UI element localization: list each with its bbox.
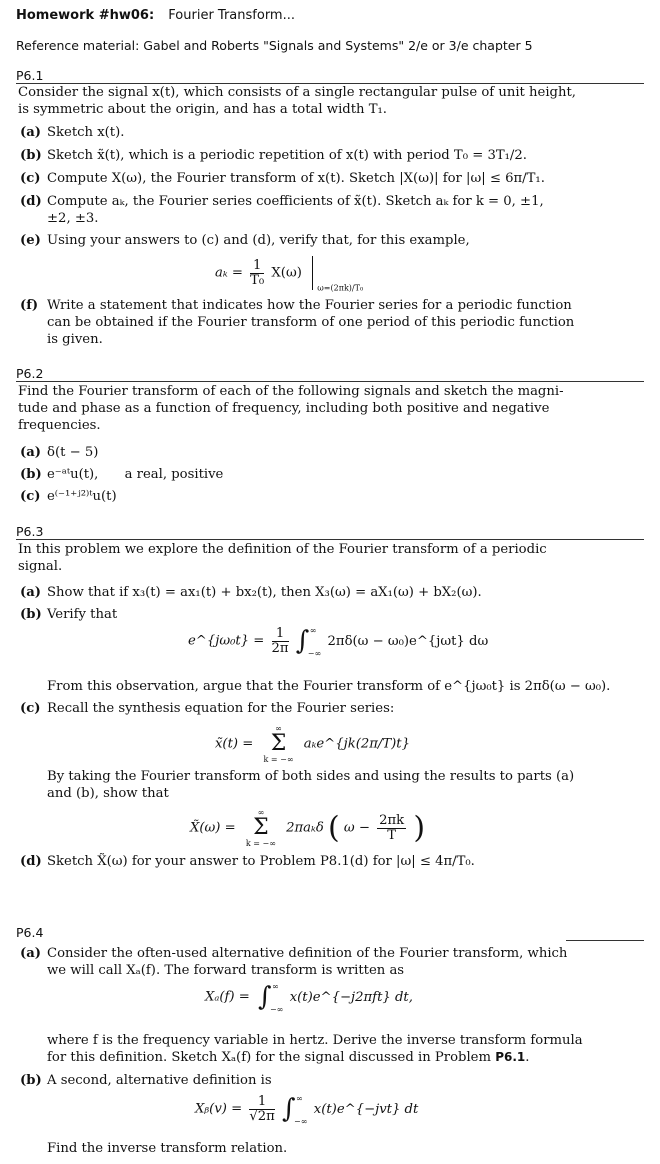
divider-p64 xyxy=(566,940,644,941)
eq-body: aₖe^{jk(2π/T)t} xyxy=(303,736,410,752)
p63-intro xyxy=(18,541,643,575)
part-text: e⁽⁻¹⁺ʲ²⁾ᵗu(t) xyxy=(47,489,117,504)
p61-part-e xyxy=(20,232,640,249)
homework-subtitle: Fourier Transform... xyxy=(168,8,295,23)
part-text-cont: we will call Xₐ(f). The forward transform is written as xyxy=(47,963,405,978)
part-label: (b) xyxy=(20,467,42,482)
eq-rhs: X(ω) xyxy=(271,265,302,281)
p61-intro xyxy=(18,84,643,118)
p63-part-c xyxy=(20,700,640,717)
part-text: Consider the often-used alternative definition of the Fourier transform, which xyxy=(47,946,568,961)
part-label: (a) xyxy=(20,125,42,140)
p62-intro-line3: frequencies. xyxy=(18,418,101,433)
summation-sign-icon: Σ xyxy=(270,731,287,756)
problem-label-p61: P6.1 xyxy=(16,68,44,83)
lower-limit: −∞ xyxy=(307,649,322,658)
upper-limit: ∞ xyxy=(309,626,317,635)
eq-fraction xyxy=(250,259,264,288)
problem-label-p62: P6.2 xyxy=(16,366,44,381)
eq-subscript: ω=(2πk)/T₀ xyxy=(317,283,364,293)
eq-numerator: 2πk xyxy=(379,812,405,828)
right-paren-icon: ) xyxy=(413,810,426,846)
p63-part-b xyxy=(20,606,640,623)
part-label: (b) xyxy=(20,1073,42,1088)
part-label: (c) xyxy=(20,701,41,716)
eq-lhs: Xᵦ(v) = xyxy=(195,1101,243,1117)
p62-part-a xyxy=(20,444,640,461)
p61-part-b xyxy=(20,147,640,164)
p63-equation-1 xyxy=(188,626,488,656)
eq-lhs: e^{jω₀t} = xyxy=(188,633,265,649)
summation xyxy=(263,724,293,764)
p61-part-c xyxy=(20,170,640,187)
eq-fraction xyxy=(377,814,406,843)
eq-denominator: T₀ xyxy=(250,272,265,288)
problem-label-p64: P6.4 xyxy=(16,925,44,940)
lower-limit: k = −∞ xyxy=(263,755,294,764)
p61-intro-line2: is symmetric about the origin, and has a total width T₁. xyxy=(18,102,387,117)
problem-reference-link[interactable]: P6.1 xyxy=(495,1050,526,1064)
p63-intro-line1: In this problem we explore the definition of the Fourier transform of a periodic xyxy=(18,542,547,557)
homework-title: Homework #hw06: xyxy=(16,8,155,23)
part-text: Using your answers to (c) and (d), verify that, for this example, xyxy=(47,233,470,248)
part-text-cont: where f is the frequency variable in hertz. Derive the inverse transform formula xyxy=(47,1033,583,1048)
upper-limit: ∞ xyxy=(271,982,279,991)
p61-part-f xyxy=(20,297,640,348)
integral xyxy=(282,1094,308,1126)
part-text: A second, alternative definition is xyxy=(47,1073,272,1088)
left-paren-icon: ( xyxy=(327,810,340,846)
p64-equation-1 xyxy=(205,982,413,1012)
part-text: Compute X(ω), the Fourier transform of x(t). Sketch |X(ω)| for |ω| ≤ 6π/T₁. xyxy=(47,171,545,186)
p63-part-c-follow xyxy=(20,768,640,802)
part-text-cont: can be obtained if the Fourier transform of one period of this periodic function xyxy=(47,315,575,330)
divider-p63 xyxy=(16,539,644,540)
eq-fraction xyxy=(272,627,289,656)
part-text-cont: and (b), show that xyxy=(47,786,169,801)
integral xyxy=(295,626,322,658)
part-text-cont: From this observation, argue that the Fourier transform of e^{jω₀t} is 2πδ(ω − ω₀). xyxy=(47,679,611,694)
p63-intro-line2: signal. xyxy=(18,559,63,574)
part-note: a real, positive xyxy=(124,467,224,482)
eq-numerator: 1 xyxy=(249,1095,274,1110)
part-text: Sketch X̃(ω) for your answer to Problem P8.1(d) for |ω| ≤ 4π/T₀. xyxy=(47,854,475,869)
summation xyxy=(246,808,276,848)
eq-denominator: 2π xyxy=(271,640,289,656)
eq-body: x(t)e^{−jvt} dt xyxy=(313,1101,419,1117)
part-label: (f) xyxy=(20,298,39,313)
eq-lhs: x̃(t) = xyxy=(215,736,254,752)
part-text-cont: ±2, ±3. xyxy=(47,211,99,226)
integral-sign-icon: ∫ xyxy=(282,1094,296,1124)
p62-part-b xyxy=(20,466,640,483)
p64-part-a-follow xyxy=(20,1032,640,1066)
lower-limit: k = −∞ xyxy=(245,839,276,848)
eq-paren-body: ω − xyxy=(343,820,370,836)
page-header xyxy=(16,8,295,23)
part-text: e⁻ᵃᵗu(t), xyxy=(47,467,99,482)
p62-intro-line1: Find the Fourier transform of each of the following signals and sketch the magni- xyxy=(18,384,564,399)
eq-denominator: T xyxy=(387,827,397,843)
p64-part-b-follow xyxy=(20,1140,640,1157)
integral-sign-icon: ∫ xyxy=(257,982,272,1012)
p62-part-c xyxy=(20,488,640,505)
part-label: (c) xyxy=(20,489,41,504)
eq-lhs: Xₐ(f) = xyxy=(205,989,250,1005)
part-text: Verify that xyxy=(47,607,118,622)
p64-part-a xyxy=(20,945,640,979)
part-text: Recall the synthesis equation for the Fourier series: xyxy=(47,701,395,716)
part-text: Write a statement that indicates how the Fourier series for a periodic function xyxy=(47,298,572,313)
p63-part-d xyxy=(20,853,640,870)
eq-numerator: 1 xyxy=(272,627,289,642)
eq-lhs: aₖ = xyxy=(215,265,243,281)
p63-part-a xyxy=(20,584,640,601)
problem-label-p63: P6.3 xyxy=(16,524,44,539)
eq-body: 2πδ(ω − ω₀)e^{jωt} dω xyxy=(327,633,489,649)
lower-limit: −∞ xyxy=(269,1005,284,1014)
part-text-cont: By taking the Fourier transform of both sides and using the results to parts (a) xyxy=(47,769,575,784)
upper-limit: ∞ xyxy=(257,808,265,817)
part-label: (c) xyxy=(20,171,41,186)
eq-numerator: 1 xyxy=(250,259,264,274)
part-text: for this definition. Sketch Xₐ(f) for the signal discussed in Problem xyxy=(47,1050,491,1065)
p63-equation-3 xyxy=(190,808,425,848)
p61-intro-line1: Consider the signal x(t), which consists of a single rectangular pulse of unit height, xyxy=(18,85,576,100)
p64-equation-2 xyxy=(195,1094,418,1124)
part-text: Show that if x₃(t) = ax₁(t) + bx₂(t), then X₃(ω) = aX₁(ω) + bX₂(ω). xyxy=(47,585,482,600)
part-label: (b) xyxy=(20,607,42,622)
eq-fraction xyxy=(249,1095,274,1124)
p64-part-b xyxy=(20,1072,640,1089)
part-text-end: . xyxy=(525,1050,530,1065)
integral-sign-icon: ∫ xyxy=(295,626,310,656)
part-label: (a) xyxy=(20,585,42,600)
part-label: (b) xyxy=(20,148,42,163)
eq-denominator: √2π xyxy=(249,1108,275,1124)
integral xyxy=(257,982,284,1014)
summation-sign-icon: Σ xyxy=(253,815,269,840)
part-label: (d) xyxy=(20,854,42,869)
part-text: Sketch x(t). xyxy=(47,125,125,140)
eq-lhs: X̃(ω) = xyxy=(190,820,236,836)
part-text-cont xyxy=(20,1049,640,1066)
lower-limit: −∞ xyxy=(294,1117,308,1126)
reference-line: Reference material: Gabel and Roberts "Signals and Systems" 2/e or 3/e chapter 5 xyxy=(16,38,533,53)
eval-bar xyxy=(312,256,313,290)
part-text-cont: Find the inverse transform relation. xyxy=(47,1141,288,1156)
p63-part-b-follow xyxy=(20,678,640,695)
divider-p62 xyxy=(16,381,644,382)
part-label: (e) xyxy=(20,233,41,248)
upper-limit: ∞ xyxy=(275,724,282,733)
eq-body: 2πaₖδ xyxy=(286,820,324,836)
part-text: Sketch x̃(t), which is a periodic repetition of x(t) with period T₀ = 3T₁/2. xyxy=(47,148,527,163)
part-label: (a) xyxy=(20,946,42,961)
part-text: δ(t − 5) xyxy=(47,445,99,460)
p61-equation xyxy=(215,256,363,293)
part-text: Compute aₖ, the Fourier series coefficients of x̃(t). Sketch aₖ for k = 0, ±1, xyxy=(47,194,544,209)
p61-part-d xyxy=(20,193,640,227)
p62-intro xyxy=(18,383,643,434)
part-label: (d) xyxy=(20,194,42,209)
p62-intro-line2: tude and phase as a function of frequency, including both positive and negative xyxy=(18,401,550,416)
eq-body: x(t)e^{−j2πft} dt, xyxy=(289,989,413,1005)
upper-limit: ∞ xyxy=(296,1094,303,1103)
p61-part-a xyxy=(20,124,640,141)
part-label: (a) xyxy=(20,445,42,460)
part-text-cont: is given. xyxy=(47,332,103,347)
p63-equation-2 xyxy=(215,724,410,764)
